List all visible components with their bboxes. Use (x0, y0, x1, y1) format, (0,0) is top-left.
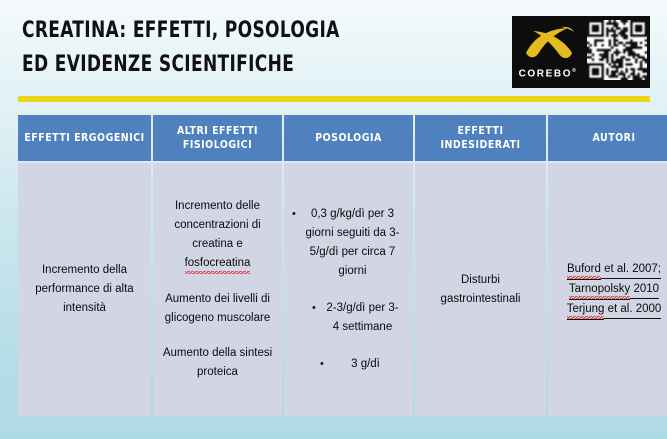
table-header-row (18, 115, 667, 161)
autori-line-1-rest: et al. 2007; (601, 261, 661, 279)
table-body (18, 163, 667, 416)
cell-posologia (284, 163, 413, 416)
altri-effetti-item-1 (159, 197, 276, 274)
autori-line-2 (554, 280, 667, 300)
posologia-item-2: • 2-3/g/dì per 3-4 settimane (290, 299, 407, 337)
title-line-1: CREATINA: EFFETTI, POSOLOGIA (22, 18, 340, 43)
table-header (18, 115, 667, 161)
cell-effetti-ergogenici-text: Incremento della performance di alta intensità (35, 264, 134, 314)
corebo-x-mark-icon (520, 23, 576, 63)
altri-effetti-item-2: Aumento dei livelli di glicogeno muscolare (164, 293, 271, 324)
misspelled-word-terjung: Terjung (567, 301, 605, 320)
table-row (18, 163, 667, 416)
misspelled-word-buford: Buford (567, 261, 601, 280)
column-header-effetti-indesiderati: EFFETTI INDESIDERATI (415, 115, 546, 161)
cell-effetti-indesiderati-text: Disturbi gastrointestinali (440, 273, 521, 305)
cell-altri-effetti-fisiologici (153, 163, 282, 416)
misspelled-word-tarnopolsky: Tarnopolsky (569, 281, 630, 300)
creatine-summary-table (16, 113, 667, 418)
corebo-trademark: ® (572, 67, 578, 74)
cell-autori (548, 163, 667, 416)
posologia-list (290, 205, 407, 374)
altri-effetti-item-3: Aumento della sintesi proteica (162, 347, 273, 378)
corebo-wordmark-text: COREBO (518, 68, 573, 79)
corebo-logo (512, 16, 584, 88)
qr-code-icon (584, 16, 650, 88)
autori-line-3 (554, 300, 667, 320)
posologia-item-3: • 3 g/dì (290, 355, 407, 374)
altri-effetti-item-1-part-a: Incremento delle concentrazioni di creatina e (174, 200, 261, 250)
column-header-posologia: POSOLOGIA (284, 115, 413, 161)
page-title (22, 14, 492, 82)
posologia-item-1: • 0,3 g/kg/dì per 3 giorni seguiti da 3-5/g/dì per circa 7 giorni (290, 205, 407, 281)
autori-line-2-rest: 2010 (630, 281, 659, 299)
column-header-altri-effetti-fisiologici: ALTRI EFFETTI FISIOLOGICI (153, 115, 282, 161)
qr-code-canvas (587, 20, 647, 80)
cell-effetti-indesiderati (415, 163, 546, 416)
cell-effetti-ergogenici (18, 163, 151, 416)
misspelled-word-fosfocreatina: fosfocreatina (185, 254, 251, 274)
column-header-autori: AUTORI (548, 115, 667, 161)
corebo-wordmark (512, 68, 584, 79)
autori-line-1 (554, 260, 667, 280)
column-header-effetti-ergogenici: EFFETTI ERGOGENICI (18, 115, 151, 161)
brand-logo-group (512, 16, 650, 88)
title-divider (18, 96, 650, 102)
autori-line-3-rest: et al. 2000 (604, 301, 661, 319)
title-line-2: ED EVIDENZE SCIENTIFICHE (22, 52, 295, 77)
